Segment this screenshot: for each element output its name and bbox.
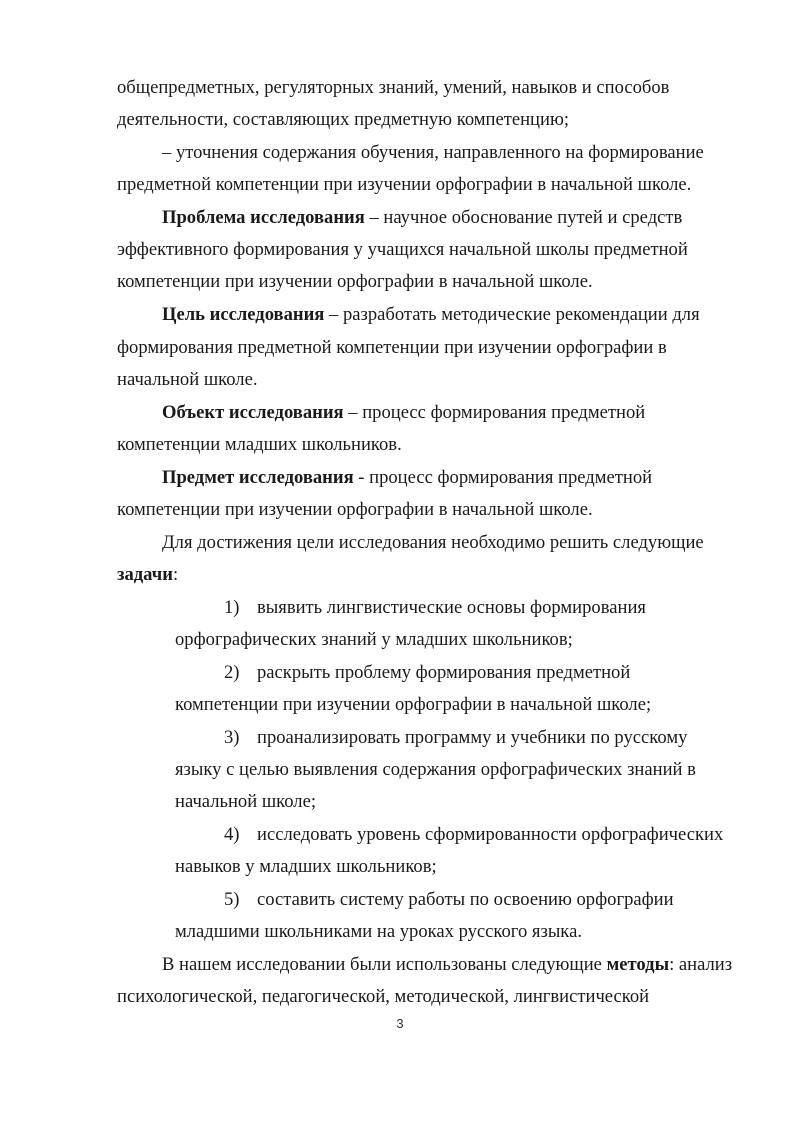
task-line [257,726,742,750]
text-span: языку с целью выявления содержания орфографических знаний в [175,759,696,780]
text-span: предметной компетенции при изучении орфографии в начальной школе. [117,174,692,195]
paragraph-line [162,141,742,165]
text-span: начальной школе; [175,791,316,812]
task-line [257,823,723,847]
text-span: - процесс формирования предметной [353,467,653,488]
task-line [175,693,651,717]
text-span: компетенции при изучении орфографии в начальной школе. [117,499,593,520]
paragraph-line [117,173,691,197]
text-span: 1) [224,597,240,618]
task-line [175,920,582,944]
task-number [224,888,240,912]
text-span: начальной школе. [117,369,258,390]
text-span: формирования предметной компетенции при изучении орфографии в [117,337,667,358]
page-number: 3 [396,1016,404,1031]
paragraph-line [117,108,569,132]
text-span: общепредметных, регуляторных знаний, умений, навыков и способов [117,77,670,98]
text-span: – научное обоснование путей и средств [364,207,683,228]
object-term: Объект исследования [162,402,344,423]
problem-term: Проблема исследования [162,207,365,228]
paragraph-line [117,368,257,392]
text-span: 3) [224,727,240,748]
task-line [175,855,437,879]
text-span: проанализировать программу и учебники по русскому [257,727,688,748]
task-line [175,628,573,652]
paragraph-line [117,498,593,522]
text-span: : анализ [669,954,733,975]
text-span: компетенции при изучении орфографии в начальной школе; [175,694,652,715]
text-span: : [172,564,179,585]
tasks-intro-line [117,563,178,587]
goal-term: Цель исследования [162,304,325,325]
paragraph-line [117,336,742,360]
text-span: орфографических знаний у младших школьников; [175,629,573,650]
task-line [257,661,742,685]
text-span: выявить лингвистические основы формирования [257,597,646,618]
paragraph-line [117,985,742,1009]
paragraph-line [117,76,742,100]
text-span: 4) [224,824,240,845]
task-number [224,596,240,620]
text-span: – разработать методические рекомендации для [324,304,700,325]
text-span: 2) [224,662,240,683]
subject-term: Предмет исследования [162,467,354,488]
task-line [175,790,316,814]
paragraph-line [117,433,402,457]
text-span: В нашем исследовании были использованы следующие [162,954,607,975]
text-span: составить систему работы по освоению орфографии [257,889,674,910]
task-number [224,823,240,847]
paragraph-line [117,238,742,262]
problem-paragraph-line [162,206,742,230]
text-span: компетенции младших школьников. [117,434,402,455]
object-paragraph-line [162,401,742,425]
task-number [224,661,240,685]
text-span: 5) [224,889,240,910]
task-line [257,596,742,620]
text-span: навыков у младших школьников; [175,856,437,877]
methods-paragraph-line [162,953,742,977]
text-span: деятельности, составляющих предметную компетенцию; [117,109,570,130]
text-span: – процесс формирования предметной [343,402,646,423]
task-number [224,726,240,750]
tasks-intro-line [162,531,742,555]
goal-paragraph-line [162,303,742,327]
text-span: младшими школьниками на уроках русского языка. [175,921,582,942]
text-span: исследовать уровень сформированности орфографических [257,824,724,845]
text-span: эффективного формирования у учащихся начальной школы предметной [117,239,688,260]
text-span: Для достижения цели исследования необходимо решить следующие [162,532,704,553]
text-span: психологической, педагогической, методической, лингвистической [117,986,650,1007]
methods-term: методы [606,954,670,975]
subject-paragraph-line [162,466,742,490]
paragraph-line [117,270,593,294]
task-line [175,758,742,782]
tasks-term: задачи [117,564,173,585]
text-span: компетенции при изучении орфографии в начальной школе. [117,271,593,292]
text-span: – уточнения содержания обучения, направленного на формирование [162,142,704,163]
text-span: раскрыть проблему формирования предметной [257,662,631,683]
task-line [257,888,674,912]
